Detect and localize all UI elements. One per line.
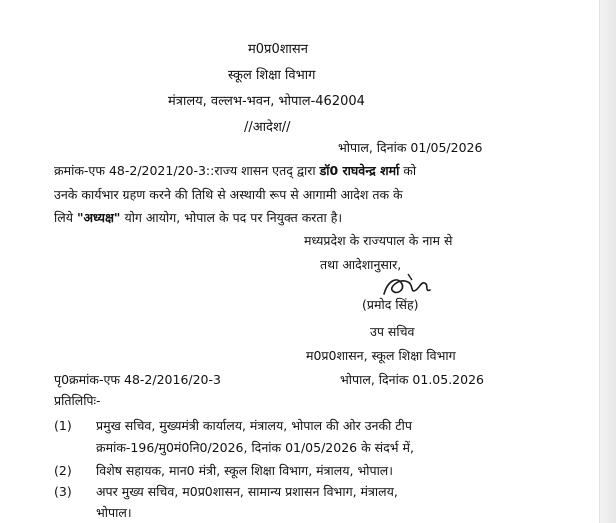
copy-item-line: क्रमांक-196/मु0मं0नि0/2026, दिनांक 01/05/2026 के संदर्भ में, — [96, 440, 414, 455]
copy-item-line: विशेष सहायक, मान0 मंत्री, स्कूल शिक्षा विभाग, मंत्रालय, भोपाल। — [96, 463, 394, 478]
appointee-name: डॉ0 राघवेन्द्र शर्मा — [319, 163, 400, 178]
order-place-date: भोपाल, दिनांक 01/05/2026 — [338, 140, 483, 155]
post-title: "अध्यक्ष" — [76, 210, 121, 225]
copy-item-number: (2) — [54, 463, 72, 478]
header-address: मंत्रालय, वल्लभ-भवन, भोपाल-462004 — [168, 94, 365, 109]
order-title: //आदेश// — [244, 120, 291, 135]
copy-item-number: (1) — [54, 418, 72, 433]
authority-line-1: मध्यप्रदेश के राज्यपाल के नाम से — [304, 233, 453, 248]
copy-item-line: प्रमुख सचिव, मुख्यमंत्री कार्यालय, मंत्रालय, भोपाल की ओर उनकी टीप — [96, 418, 412, 433]
order-body-line-2: उनके कार्यभार ग्रहण करने की तिथि से अस्थायी रूप से आगामी आदेश तक के — [54, 187, 403, 202]
order-body-line-3-start: लिये — [54, 210, 73, 225]
signatory-department: म0प्र0शासन, स्कूल शिक्षा विभाग — [306, 348, 456, 363]
order-body-line-1 — [54, 163, 416, 179]
order-body-line-3 — [54, 210, 342, 226]
authority-line-2: तथा आदेशानुसार, — [320, 257, 402, 272]
order-body-line-1-end: को — [403, 163, 417, 178]
header-department: स्कूल शिक्षा विभाग — [228, 68, 316, 83]
endorsement-number: पृ0क्रमांक-एफ 48-2/2016/20-3 — [54, 372, 221, 387]
copy-to-label: प्रतिलिपिः- — [54, 393, 101, 408]
signatory-designation: उप सचिव — [370, 324, 415, 339]
page-edge-shadow — [599, 0, 616, 523]
signatory-name: (प्रमोद सिंह) — [362, 297, 419, 312]
header-government: म0प्र0शासन — [248, 42, 308, 57]
copy-item-number: (3) — [54, 484, 72, 499]
order-body-line-3-end: योग आयोग, भोपाल के पद पर नियुक्त करता है। — [124, 210, 343, 225]
endorsement-place-date: भोपाल, दिनांक 01.05.2026 — [340, 372, 484, 387]
copy-item-line: अपर मुख्य सचिव, म0प्र0शासन, सामान्य प्रशासन विभाग, मंत्रालय, — [96, 484, 398, 499]
copy-item-line: भोपाल। — [96, 505, 132, 520]
order-number-text: क्रमांक-एफ 48-2/2021/20-3::राज्य शासन एतद् द्वारा — [54, 163, 316, 178]
